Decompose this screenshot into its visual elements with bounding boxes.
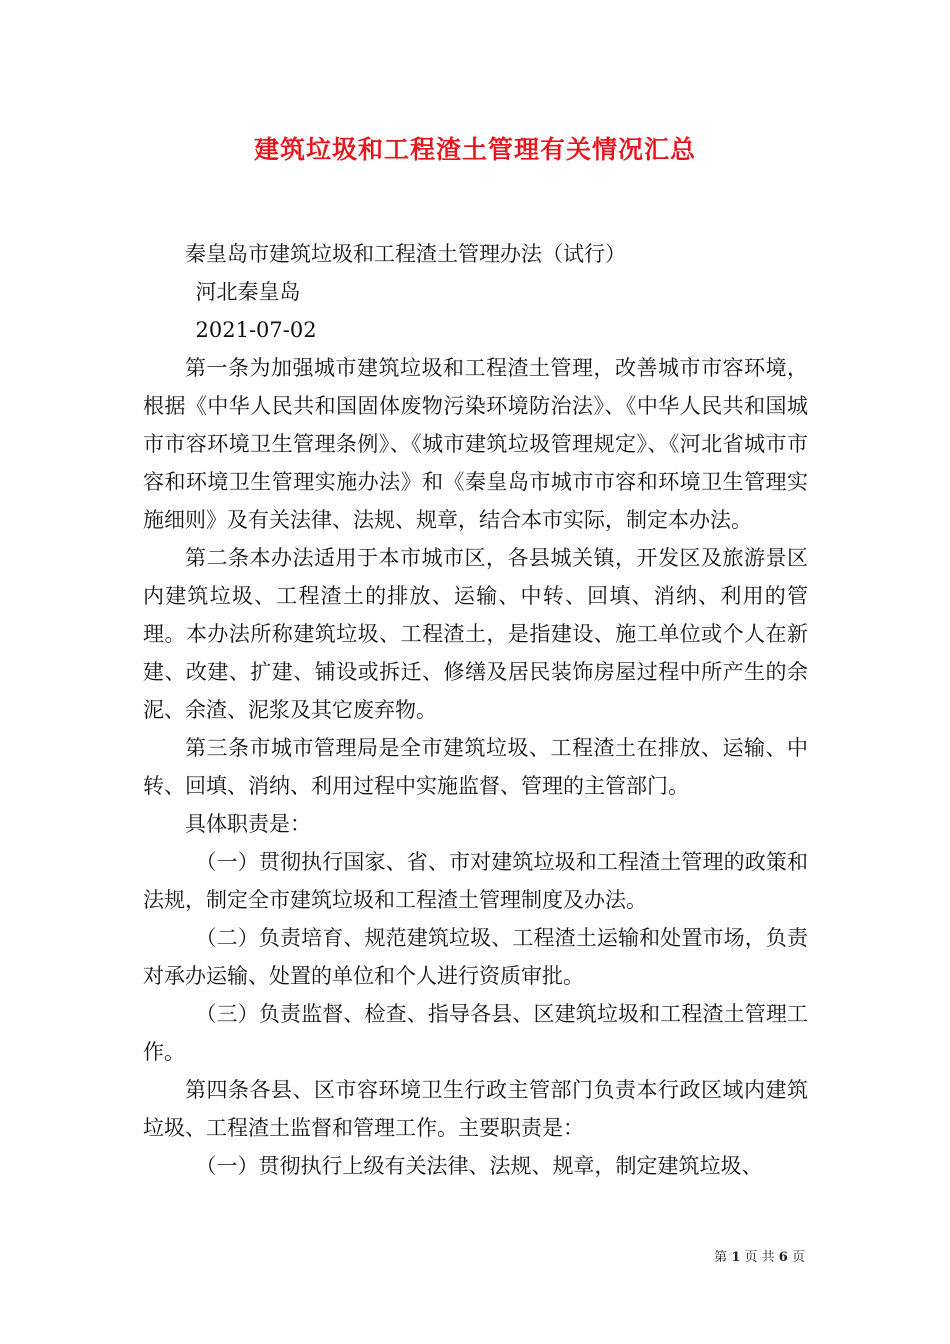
paragraph: 第一条为加强城市建筑垃圾和工程渣土管理，改善城市市容环境，根据《中华人民共和国固体废物污染环境防治法》、《中华人民共和国城市市容环境卫生管理条例》、《城市建筑垃圾管理规定》、《河北省城市市容和环境卫生管理实施办法》和《秦皇岛市城市市容和环境卫生管理实施细则》及有关法律、法规、规章，结合本市实际，制定本办法。 <box>143 356 808 532</box>
footer-suffix: 页 <box>791 1250 805 1265</box>
paragraph: （二）负责培育、规范建筑垃圾、工程渣土运输和处置市场，负责对承办运输、处置的单位和个人进行资质审批。 <box>143 926 808 988</box>
paragraph: 具体职责是： <box>185 812 311 836</box>
document-title: 建筑垃圾和工程渣土管理有关情况汇总 <box>253 135 696 164</box>
document-body <box>143 235 808 1185</box>
footer-prefix: 第 <box>714 1250 728 1265</box>
footer-middle: 页 共 <box>744 1250 775 1265</box>
footer-total-pages: 6 <box>778 1250 788 1265</box>
footer-current-page: 1 <box>731 1250 741 1265</box>
document-date: 2021-07-02 <box>195 318 317 342</box>
document-subtitle: 秦皇岛市建筑垃圾和工程渣土管理办法（试行） <box>185 242 626 266</box>
paragraph: 第四条各县、区市容环境卫生行政主管部门负责本行政区域内建筑垃圾、工程渣土监督和管理工作。主要职责是： <box>143 1078 808 1140</box>
paragraph: 第二条本办法适用于本市城市区，各县城关镇，开发区及旅游景区内建筑垃圾、工程渣土的排放、运输、中转、回填、消纳、利用的管理。本办法所称建筑垃圾、工程渣土，是指建设、施工单位或个人在新建、改建、扩建、铺设或拆迁、修缮及居民装饰房屋过程中所产生的余泥、余渣、泥浆及其它废弃物。 <box>143 546 808 722</box>
paragraph: （一）贯彻执行上级有关法律、法规、规章，制定建筑垃圾、 <box>195 1154 763 1178</box>
paragraph: （一）贯彻执行国家、省、市对建筑垃圾和工程渣土管理的政策和法规，制定全市建筑垃圾和工程渣土管理制度及办法。 <box>143 850 808 912</box>
document-location: 河北秦皇岛 <box>195 280 301 304</box>
paragraph: 第三条市城市管理局是全市建筑垃圾、工程渣土在排放、运输、中转、回填、消纳、利用过程中实施监督、管理的主管部门。 <box>143 736 808 798</box>
page-number-footer <box>714 1246 805 1265</box>
paragraph: （三）负责监督、检查、指导各县、区建筑垃圾和工程渣土管理工作。 <box>143 1002 808 1064</box>
